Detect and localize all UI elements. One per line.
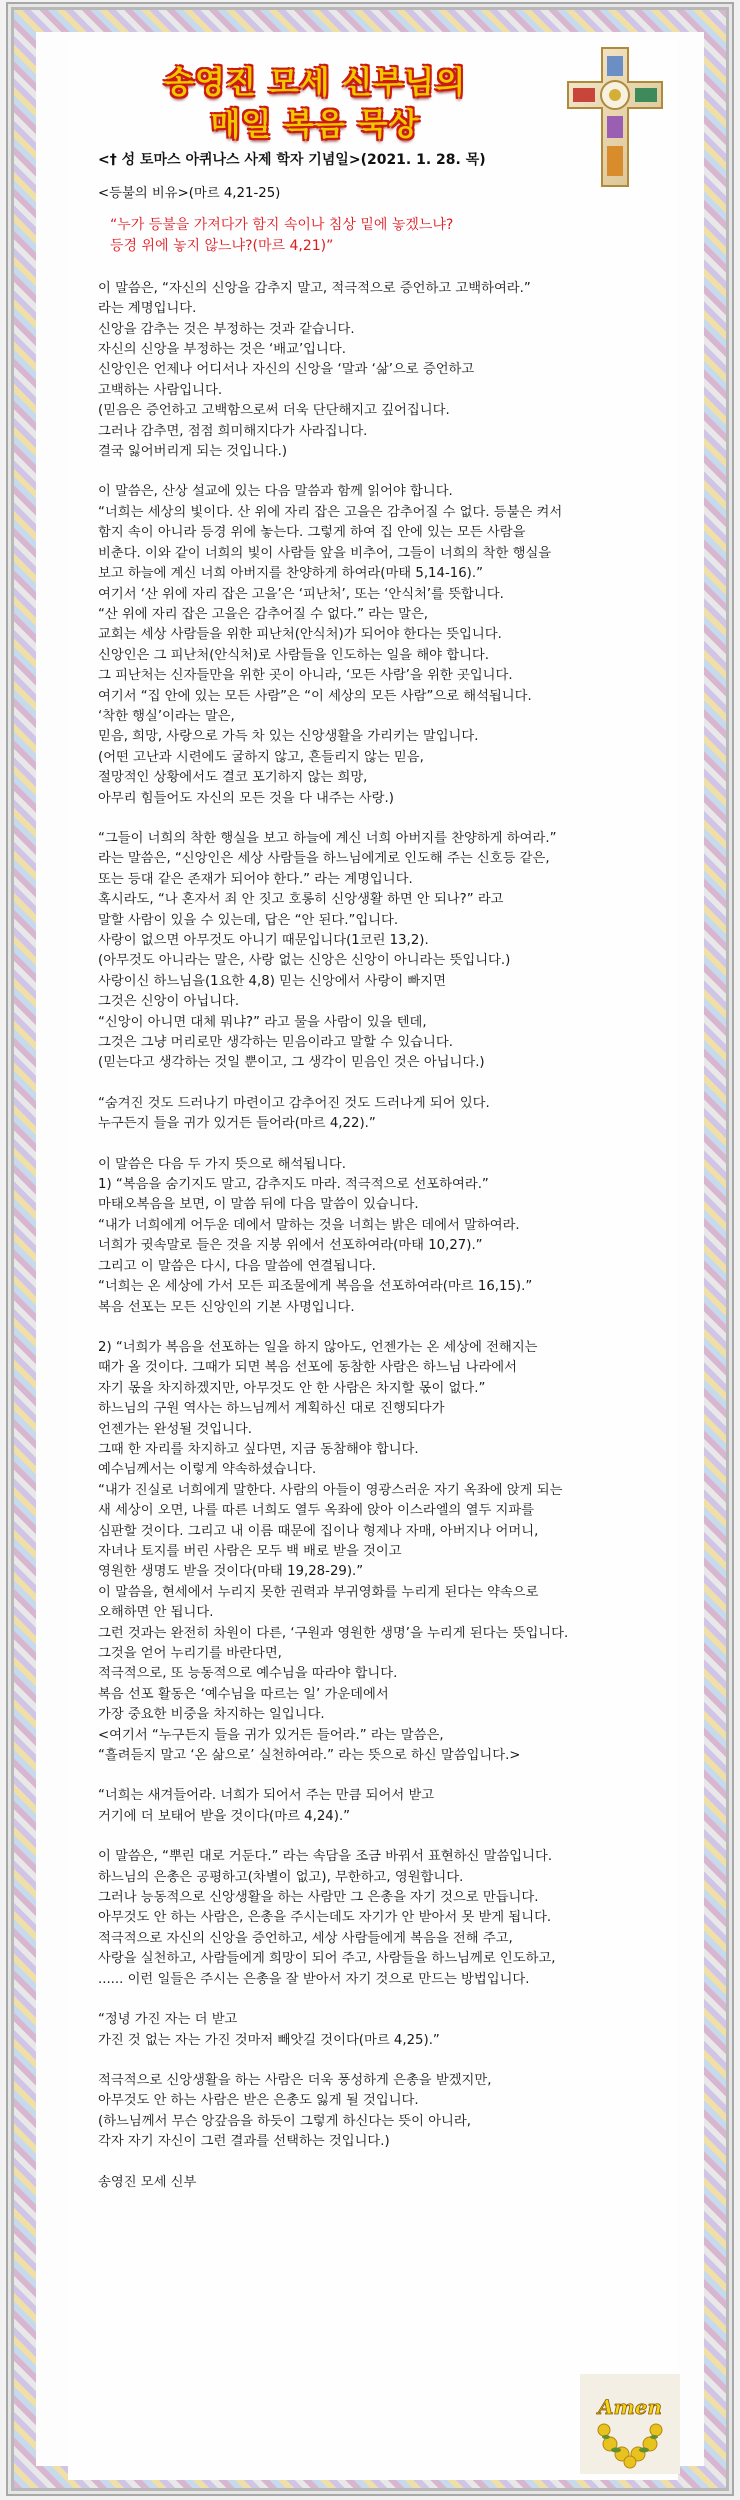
paragraph: 이 말씀은, “뿌린 대로 거둔다.” 라는 속담을 조금 바꿔서 표현하신 말씀입니다. 하느님의 은총은 공평하고(차별이 없고), 무한하고, 영원합니다. 그러나 능동적으로 신앙생활을 하는 사람만 그 은총을 자기 것으로 만듭니다. 아무것도 안 하는 사람은, 은총을 주시는데도 자기가 안 받아서 못 받게 됩니다. 적극적으로 자신의 신앙을 증언하고, 세상 사람들에게 복음을 전해 주고, 사랑을 실천하고, 사람들에게 희망이 되어 주고, 사람들을 하느님께로 인도하고, ...... 이런 일들은 주시는 은총을 잘 받아서 자기 것으로 만드는 방법입니다.	[98, 1849, 556, 1987]
section-title: <등불의 비유>(마르 4,21-25)	[98, 186, 281, 202]
title-line-1: 송영진 모세 신부님의	[163, 65, 467, 101]
feast-line: <† 성 토마스 아퀴나스 사제 학자 기념일>(2021. 1. 28. 목)	[98, 152, 486, 168]
meditation-body	[98, 150, 658, 2193]
title-line-2: 매일 복음 묵상	[210, 107, 420, 143]
paragraph: “너희는 새겨들어라. 너희가 되어서 주는 만큼 되어서 받고 거기에 더 보태어 받을 것이다(마르 4,24).”	[98, 1788, 435, 1824]
paragraph: 2) “너희가 복음을 선포하는 일을 하지 않아도, 언젠가는 온 세상에 전해지는 때가 올 것이다. 그때가 되면 복음 선포에 동참한 사람은 하느님 나라에서 자기 몫을 차지하겠지만, 아무것도 안 한 사람은 차지할 몫이 없다.” 하느님의 구원 역사는 하느님께서 계획하신 대로 진행되다가 언젠가는 완성될 것입니다. 그때 한 자리를 차지하고 싶다면, 지금 동참해야 합니다. 예수님께서는 이렇게 약속하셨습니다. “내가 진실로 너희에게 말한다. 사람의 아들이 영광스러운 자기 옥좌에 앉게 되는 새 세상이 오면, 나를 따른 너희도 열두 옥좌에 앉아 이스라엘의 열두 지파를 심판할 것이다. 그리고 내 이름 때문에 집이나 형제나 자매, 아버지나 어머니, 자녀나 토지를 버린 사람은 모두 백 배로 받을 것이고 영원한 생명도 받을 것이다(마태 19,28-29).” 이 말씀을, 현세에서 누리지 못한 권력과 부귀영화를 누리게 된다는 약속으로 오해하면 안 됩니다. 그런 것과는 완전히 차원이 다른, ‘구원과 영원한 생명’을 누리게 된다는 뜻입니다. 그것을 얻어 누리기를 바란다면, 적극적으로, 또 능동적으로 예수님을 따라야 합니다. 복음 선포 활동은 ‘예수님을 따르는 일’ 가운데에서 가장 중요한 비중을 차지하는 일입니다. <여기서 “누구든지 들을 귀가 있거든 들어라.” 라는 말씀은, “흘려듣지 말고 ‘온 삶으로’ 실천하여라.” 라는 뜻으로 하신 말씀입니다.>	[98, 1339, 569, 1764]
paragraph: “숨겨진 것도 드러나기 마련이고 감추어진 것도 드러나게 되어 있다. 누구든지 들을 귀가 있거든 들어라(마르 4,22).”	[98, 1095, 490, 1132]
paragraph: “그들이 너희의 착한 행실을 보고 하늘에 계신 너희 아버지를 찬양하게 하여라.” 라는 말씀은, “신앙인은 세상 사람들을 하느님에게로 인도해 주는 신호등 같은, 또는 등대 같은 존재가 되어야 한다.” 라는 계명입니다. 혹시라도, “나 혼자서 죄 안 짓고 호롱히 신앙생활 하면 안 되나?” 라고 말할 사람이 있을 수 있는데, 답은 “안 된다.”입니다. 사랑이 없으면 아무것도 아니기 때문입니다(1코린 13,2). (아무것도 아니라는 말은, 사랑 없는 신앙은 신앙이 아니라는 뜻입니다.) 사랑이신 하느님을(1요한 4,8) 믿는 신앙에서 사랑이 빠지면 그것은 신앙이 아닙니다. “신앙이 아니면 대체 뭐냐?” 라고 물을 사람이 있을 텐데, 그것은 그냥 머리로만 생각하는 믿음이라고 말할 수 있습니다. (믿는다고 생각하는 것일 뿐이고, 그 생각이 믿음인 것은 아닙니다.)	[98, 830, 557, 1071]
amen-wreath-image	[580, 2374, 680, 2474]
signature: 송영진 모세 신부	[98, 2174, 197, 2190]
paragraph: 이 말씀은 다음 두 가지 뜻으로 해석됩니다. 1) “복음을 숨기지도 말고, 감추지도 마라. 적극적으로 선포하여라.” 마태오복음을 보면, 이 말씀 뒤에 다음 말씀이 있습니다. “내가 너희에게 어두운 데에서 말하는 것을 너희는 밝은 데에서 말하여라. 너희가 귓속말로 들은 것을 지붕 위에서 선포하여라(마태 10,27).” 그리고 이 말씀은 다시, 다음 말씀에 연결됩니다. “너희는 온 세상에 가서 모든 피조물에게 복음을 선포하여라(마르 16,15).” 복음 선포는 모든 신앙인의 기본 사명입니다.	[98, 1156, 533, 1315]
paragraph: 이 말씀은, “자신의 신앙을 감추지 말고, 적극적으로 증언하고 고백하여라.” 라는 계명입니다. 신앙을 감추는 것은 부정하는 것과 같습니다. 자신의 신앙을 부정하는 것은 ‘배교’입니다. 신앙인은 언제나 어디서나 자신의 신앙을 ‘말과 ‘삶’으로 증언하고 고백하는 사람입니다. (믿음은 증언하고 고백함으로써 더욱 단단해지고 깊어집니다. 그러나 감추면, 점점 희미해지다가 사라집니다. 결국 잃어버리게 되는 것입니다.)	[98, 280, 531, 460]
scripture-quote: “누가 등불을 가져다가 함지 속이나 침상 밑에 놓겠느냐? 등경 위에 놓지 않느냐?(마르 4,21)”	[110, 216, 454, 254]
paragraph: 적극적으로 신앙생활을 하는 사람은 더욱 풍성하게 은총을 받겠지만, 아무것도 안 하는 사람은 받은 은총도 잃게 될 것입니다. (하느님께서 무슨 앙갚음을 하듯이 그렇게 하신다는 뜻이 아니라, 각자 자기 자신이 그런 결과를 선택하는 것입니다.)	[98, 2072, 492, 2150]
paragraph: “정녕 가진 자는 더 받고 가진 것 없는 자는 가진 것마저 빼앗길 것이다(마르 4,25).”	[98, 2012, 440, 2048]
page-title	[105, 62, 525, 146]
paragraph: 이 말씀은, 산상 설교에 있는 다음 말씀과 함께 읽어야 합니다. “너희는 세상의 빛이다. 산 위에 자리 잡은 고을은 감추어질 수 없다. 등불은 켜서 함지 속이 아니라 등경 위에 놓는다. 그렇게 하여 집 안에 있는 모든 사람을 비춘다. 이와 같이 너희의 빛이 사람들 앞을 비추어, 그들이 너희의 착한 행실을 보고 하늘에 계신 너희 아버지를 찬양하게 하여라(마태 5,14-16).” 여기서 ‘산 위에 자리 잡은 고을’은 ‘피난처’, 또는 ‘안식처’를 뜻합니다. “산 위에 자리 잡은 고을은 감추어질 수 없다.” 라는 말은, 교회는 세상 사람들을 위한 피난처(안식처)가 되어야 한다는 뜻입니다. 신앙인은 그 피난처(안식처)로 사람들을 인도하는 일을 해야 합니다. 그 피난처는 신자들만을 위한 곳이 아니라, ‘모든 사람’을 위한 곳입니다. 여기서 “집 안에 있는 모든 사람”은 “이 세상의 모든 사람”으로 해석됩니다. ‘착한 행실’이라는 말은, 믿음, 희망, 사랑으로 가득 차 있는 신앙생활을 가리키는 말입니다. (어떤 고난과 시련에도 굴하지 않고, 흔들리지 않는 믿음, 절망적인 상황에서도 결코 포기하지 않는 희망, 아무리 힘들어도 자신의 모든 것을 다 내주는 사랑.)	[98, 484, 563, 806]
svg-text:Amen: Amen	[598, 2395, 662, 2419]
